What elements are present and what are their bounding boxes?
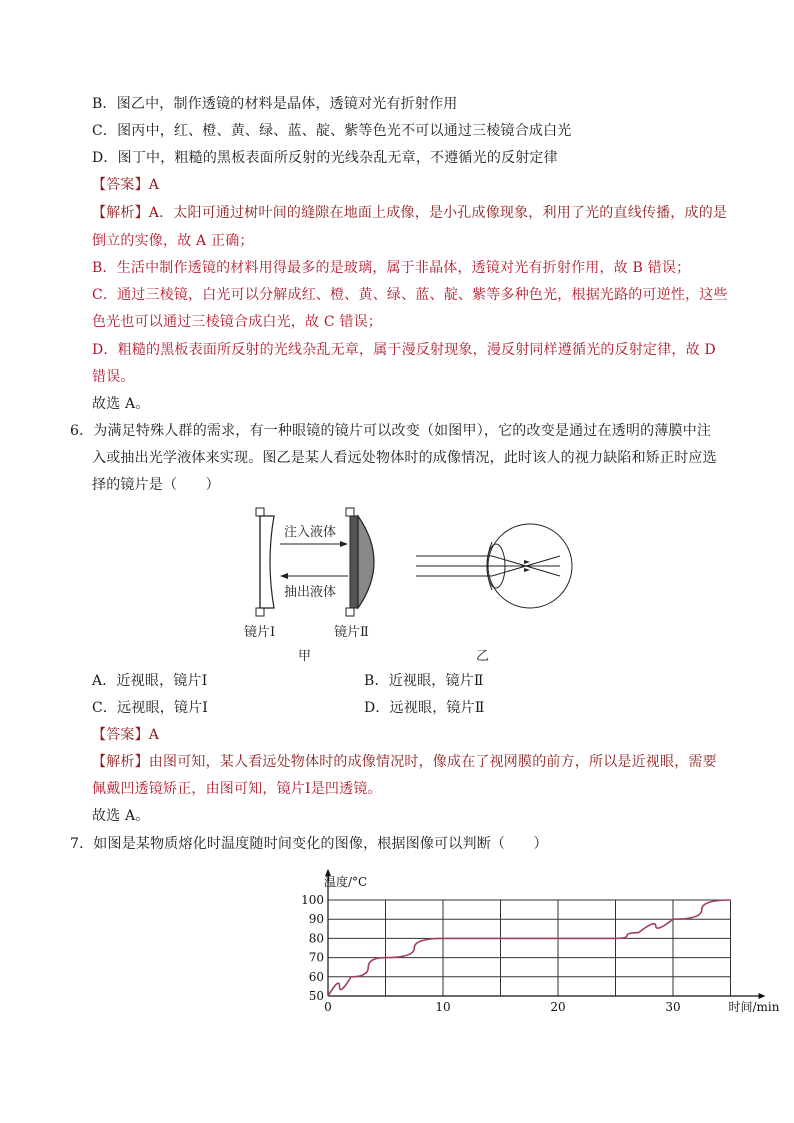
q5-option-d: D．图丁中，粗糙的黑板表面所反射的光线杂乱无章，不遵循光的反射定律 <box>92 150 558 166</box>
x-axis-arrow <box>759 993 766 999</box>
lens-two-label: 镜片Ⅱ <box>334 625 369 640</box>
q6-lens-eye-figure <box>230 498 570 668</box>
x-tick-label: 30 <box>665 1000 681 1014</box>
extract-label: 抽出液体 <box>284 585 337 600</box>
q5-analysis-line7: 错误。 <box>92 369 135 385</box>
temperature-curve <box>328 900 731 996</box>
y-tick-label: 80 <box>308 931 324 946</box>
lens-one-figure <box>256 508 274 616</box>
eye-diagram <box>416 524 572 608</box>
q6-analysis-line2: 佩戴凹透镜矫正，由图可知，镜片Ⅰ是凹透镜。 <box>92 781 382 797</box>
q5-option-b: B．图乙中，制作透镜的材料是晶体，透镜对光有折射作用 <box>92 96 458 112</box>
q5-analysis-line5: 色光也可以通过三棱镜合成白光，故 C 错误； <box>92 314 383 330</box>
q6-choose: 故选 A。 <box>92 808 150 824</box>
y-tick-label: 100 <box>301 893 324 907</box>
figure-jia-label: 甲 <box>298 649 312 664</box>
q5-option-c: C．图丙中，红、橙、黄、绿、蓝、靛、紫等色光不可以通过三棱镜合成白光 <box>92 123 572 139</box>
q6-option-d: D．远视眼，镜片Ⅱ <box>364 700 485 716</box>
y-axis-label: 温度/°C <box>324 875 368 889</box>
y-tick-label: 70 <box>308 950 324 965</box>
y-tick-label: 50 <box>308 989 324 1003</box>
melting-chart <box>292 856 780 1021</box>
q5-choose: 故选 A。 <box>92 396 150 412</box>
q6-option-c: C．远视眼，镜片Ⅰ <box>92 700 209 716</box>
x-tick-label: 10 <box>435 1000 451 1014</box>
q7-stem: 7．如图是某物质熔化时温度随时间变化的图像，根据图像可以判断（ ） <box>70 836 548 852</box>
q5-answer: 【答案】A <box>92 177 160 193</box>
q6-answer: 【答案】A <box>92 727 160 743</box>
inject-arrow <box>280 541 348 547</box>
y-tick-label: 90 <box>308 912 324 927</box>
q5-analysis-line4: C．通过三棱镜，白光可以分解成红、橙、黄、绿、蓝、靛、紫等多种色光，根据光路的可逆性，这些 <box>92 287 728 303</box>
q6-stem-line2: 入或抽出光学液体来实现。图乙是某人看远处物体时的成像情况，此时该人的视力缺陷和矫正时应选 <box>92 450 717 466</box>
lens-one-label: 镜片Ⅰ <box>244 625 276 640</box>
q6-stem-line3: 择的镜片是（ ） <box>92 477 220 493</box>
q5-analysis-line2: 倒立的实像，故 A 正确； <box>92 233 254 249</box>
q6-stem-line1: 6．为满足特殊人群的需求，有一种眼镜的镜片可以改变（如图甲），它的改变是通过在透明的薄膜中注 <box>70 423 712 439</box>
q5-analysis-line3: B．生活中制作透镜的材料用得最多的是玻璃，属于非晶体，透镜对光有折射作用，故 B 错误； <box>92 260 691 276</box>
x-tick-label: 20 <box>550 1000 566 1014</box>
inject-label: 注入液体 <box>284 525 337 540</box>
extract-arrow <box>280 573 348 579</box>
q5-analysis-line1: 【解析】A．太阳可通过树叶间的缝隙在地面上成像，是小孔成像现象，利用了光的直线传播，成的是 <box>92 205 728 221</box>
q6-option-a: A．近视眼，镜片Ⅰ <box>92 673 208 689</box>
q6-analysis-line1: 【解析】由图可知，某人看远处物体时的成像情况时，像成在了视网膜的前方，所以是近视眼，需要 <box>92 754 717 770</box>
y-tick-label: 60 <box>308 969 324 984</box>
x-tick-label: 0 <box>324 1000 332 1014</box>
lens-two-figure <box>346 508 374 616</box>
x-axis-label: 时间/min <box>728 1000 780 1014</box>
q6-option-b: B．近视眼，镜片Ⅱ <box>364 673 484 689</box>
q5-analysis-line6: D．粗糙的黑板表面所反射的光线杂乱无章，属于漫反射现象，漫反射同样遵循光的反射定律，故 D <box>92 342 716 358</box>
figure-yi-label: 乙 <box>476 649 490 664</box>
